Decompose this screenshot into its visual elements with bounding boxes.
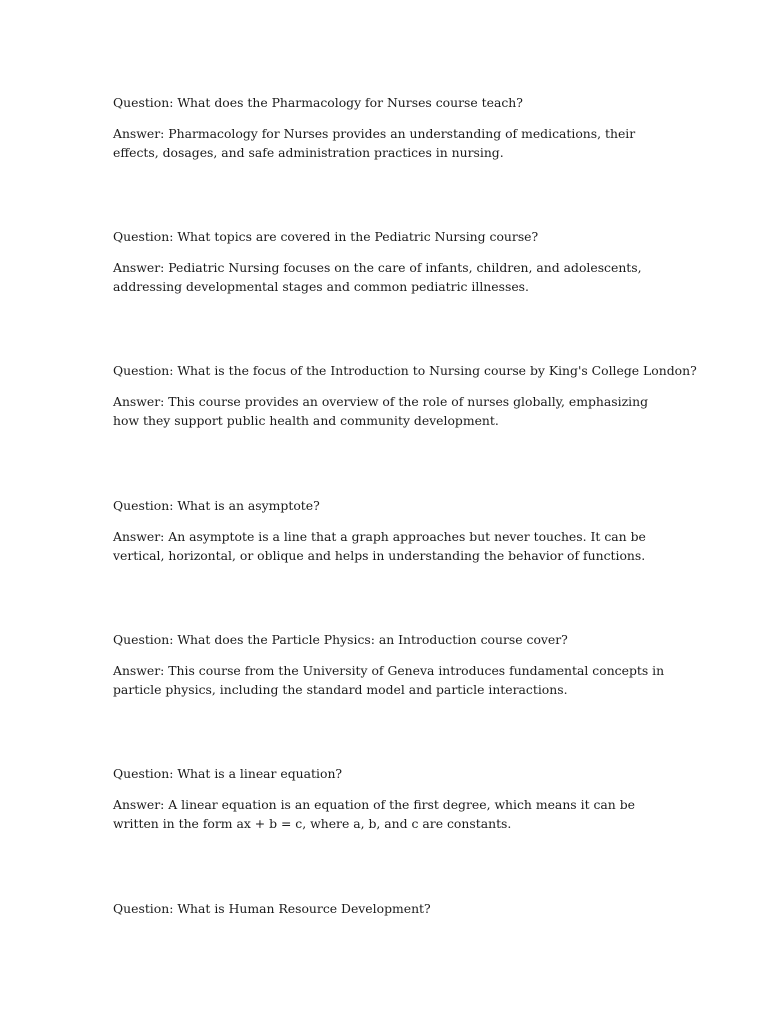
qa-block bbox=[113, 496, 673, 565]
answer-text: Answer: Pharmacology for Nurses provides an understanding of medications, their effects, dosages, and safe administration practices in nursing. bbox=[113, 126, 636, 160]
question-text: Question: What topics are covered in the Pediatric Nursing course? bbox=[113, 229, 539, 244]
question-text: Question: What does the Pharmacology for Nurses course teach? bbox=[113, 95, 523, 110]
question-text: Question: What is Human Resource Development? bbox=[113, 901, 431, 916]
answer-text: Answer: This course provides an overview of the role of nurses globally, emphasizing how they support public health and community development. bbox=[113, 394, 649, 428]
question-text: Question: What is an asymptote? bbox=[113, 498, 320, 513]
answer-text: Answer: This course from the University of Geneva introduces fundamental concepts in particle physics, including the standard model and particle interactions. bbox=[113, 663, 665, 697]
answer-text: Answer: Pediatric Nursing focuses on the care of infants, children, and adolescents, addressing developmental stages and common pediatric illnesses. bbox=[113, 260, 642, 294]
answer-text: Answer: An asymptote is a line that a graph approaches but never touches. It can be vertical, horizontal, or oblique and helps in understanding the behavior of functions. bbox=[113, 529, 646, 563]
qa-block bbox=[113, 361, 697, 430]
question-text: Question: What is a linear equation? bbox=[113, 766, 343, 781]
question-text: Question: What is the focus of the Introduction to Nursing course by King's College London? bbox=[113, 363, 697, 378]
qa-block bbox=[113, 630, 673, 699]
qa-block bbox=[113, 93, 673, 162]
qa-block bbox=[113, 227, 673, 296]
qa-block bbox=[113, 764, 673, 833]
qa-block bbox=[113, 899, 673, 918]
answer-text: Answer: A linear equation is an equation of the first degree, which means it can be written in the form ax + b = c, where a, b, and c are constants. bbox=[113, 797, 635, 831]
question-text: Question: What does the Particle Physics: an Introduction course cover? bbox=[113, 632, 568, 647]
